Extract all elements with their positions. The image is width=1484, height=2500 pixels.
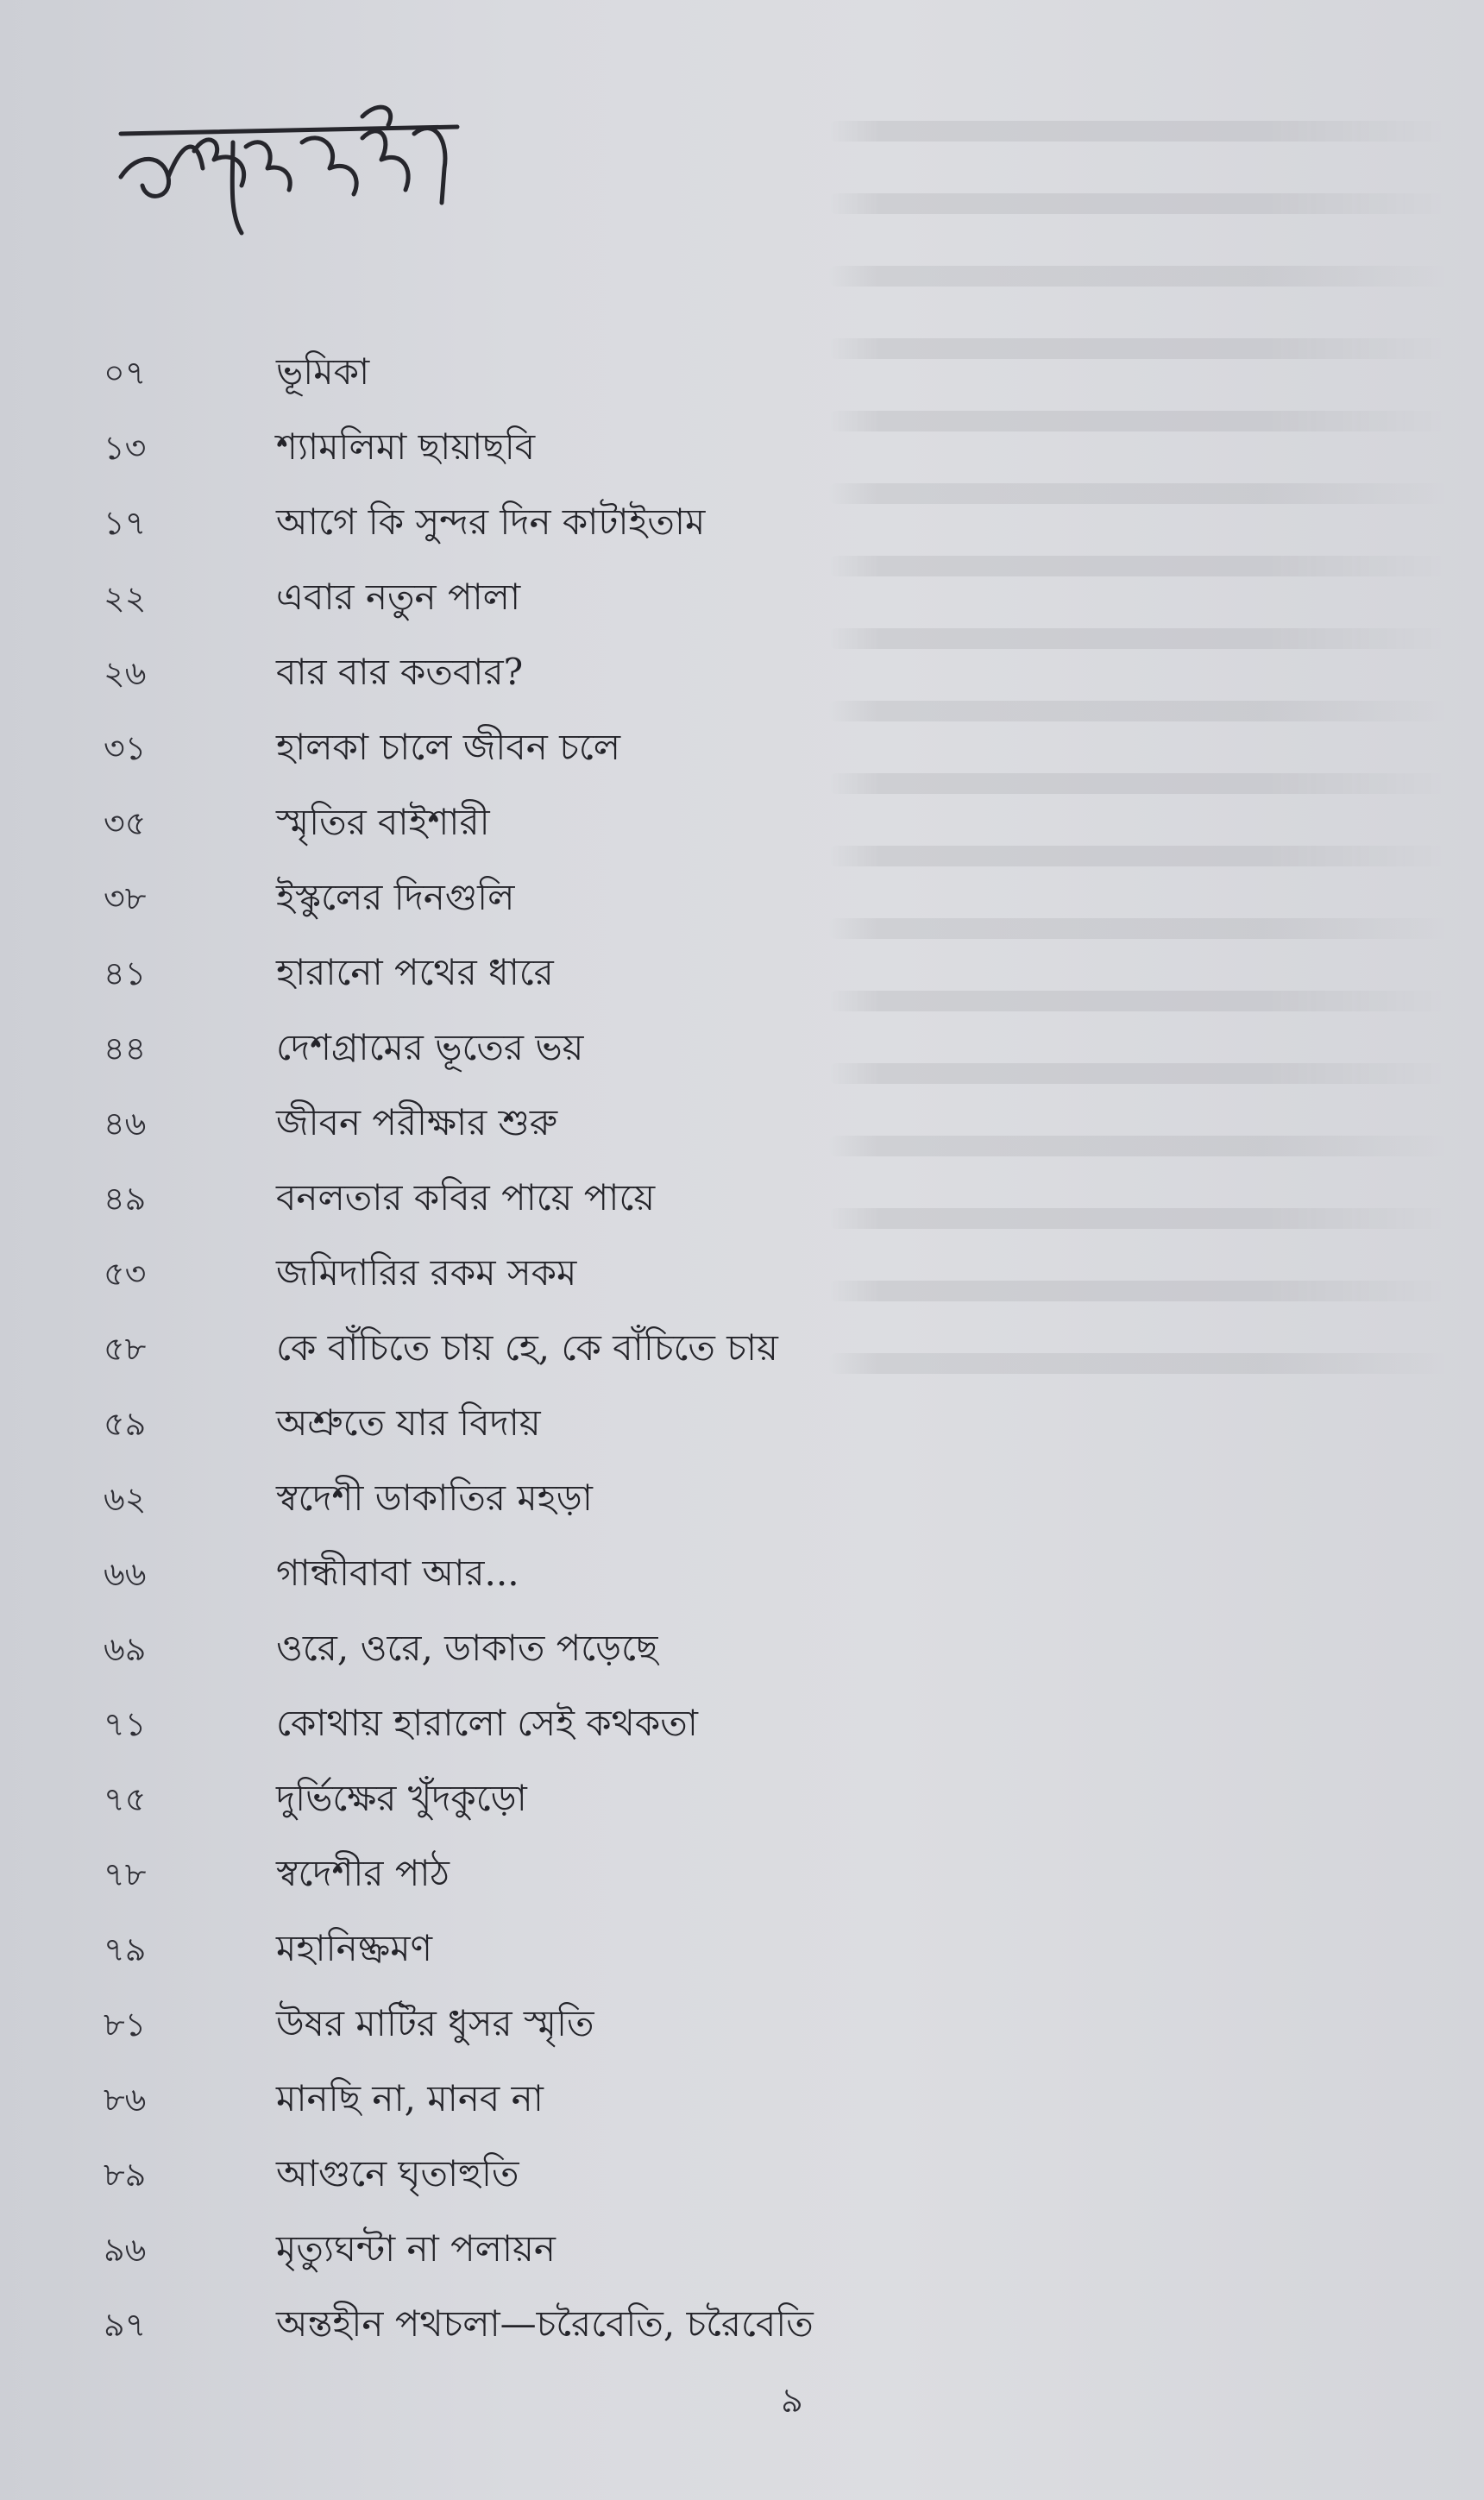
toc-chapter-title: ইস্কুলের দিনগুলি	[276, 876, 515, 918]
toc-page-number: ৮৬	[104, 2081, 147, 2119]
toc-page-number: ৪১	[104, 954, 147, 992]
toc-page-number: ১৩	[104, 429, 147, 467]
toc-entry	[104, 1695, 1053, 1770]
toc-entry	[104, 343, 1053, 419]
toc-chapter-title: মৃত্যুঘন্টা না পলায়ন	[276, 2227, 556, 2270]
toc-entry	[104, 1995, 1053, 2070]
toc-page-number: ৯৭	[104, 2306, 147, 2344]
toc-page-number: ০৭	[104, 354, 147, 392]
handwritten-title	[104, 82, 466, 246]
toc-entry	[104, 1169, 1053, 1244]
toc-entry	[104, 419, 1053, 494]
toc-page-number: ২২	[104, 579, 147, 617]
toc-chapter-title: বনলতার কবির পায়ে পায়ে	[276, 1176, 656, 1219]
handwritten-title-calligraphy	[104, 82, 466, 246]
toc-page-number: ৭৯	[104, 1930, 147, 1968]
toc-page-number: ৯৬	[104, 2231, 147, 2269]
toc-chapter-title: জমিদারির রকম সকম	[276, 1251, 577, 1294]
toc-entry	[104, 1319, 1053, 1395]
toc-entry	[104, 1395, 1053, 1470]
toc-page-number: ৩১	[104, 729, 147, 767]
toc-entry	[104, 1920, 1053, 1995]
toc-entry	[104, 494, 1053, 569]
toc-page-number: ২৬	[104, 654, 147, 692]
toc-entry	[104, 869, 1053, 944]
toc-chapter-title: হারানো পথের ধারে	[276, 951, 554, 993]
toc-page-number: ৩৫	[104, 804, 147, 842]
toc-chapter-title: আগুনে ঘৃতাহুতি	[276, 2152, 519, 2195]
toc-page-number: ৪৬	[104, 1105, 147, 1143]
toc-entry	[104, 1845, 1053, 1920]
toc-page-number: ৭৮	[104, 1855, 147, 1893]
toc-chapter-title: জীবন পরীক্ষার শুরু	[276, 1101, 558, 1143]
toc-chapter-title: মানছি না, মানব না	[276, 2077, 544, 2119]
toc-chapter-title: ভূমিকা	[276, 350, 370, 393]
toc-chapter-title: গান্ধীবাবা আর...	[276, 1552, 519, 1594]
toc-chapter-title: স্বদেশী ডাকাতির মহড়া	[276, 1477, 593, 1519]
toc-chapter-title: উষর মাটির ধুসর স্মৃতি	[276, 2002, 594, 2044]
toc-entry	[104, 1620, 1053, 1695]
toc-chapter-title: হালকা চালে জীবন চলে	[276, 726, 621, 768]
toc-entry	[104, 1545, 1053, 1620]
toc-entry	[104, 2295, 1053, 2371]
toc-entry	[104, 1244, 1053, 1319]
toc-entry	[104, 719, 1053, 794]
toc-page-number: ৮১	[104, 2006, 147, 2043]
toc-page-number: ৭১	[104, 1705, 147, 1743]
toc-entry	[104, 2070, 1053, 2145]
toc-page-number: ৬২	[104, 1480, 147, 1518]
toc-page-number: ৭৫	[104, 1780, 147, 1818]
toc-chapter-title: অন্তহীন পথচলা—চরৈবেতি, চরৈবেতি	[276, 2302, 814, 2345]
toc-page-number: ৫৮	[104, 1330, 147, 1368]
table-of-contents	[104, 343, 1053, 2371]
toc-entry	[104, 944, 1053, 1019]
toc-entry	[104, 1770, 1053, 1845]
toc-entry	[104, 569, 1053, 644]
toc-page-number: ৬৯	[104, 1630, 147, 1668]
toc-page-number: ৫৩	[104, 1255, 147, 1293]
toc-entry	[104, 644, 1053, 719]
toc-chapter-title: দেশগ্রামের ভূতের ভয়	[276, 1026, 584, 1068]
toc-page-number: ১৭	[104, 504, 147, 542]
toc-page-number: ৪৪	[104, 1030, 147, 1067]
toc-chapter-title: কে বাঁচিতে চায় হে, কে বাঁচিতে চায়	[276, 1326, 778, 1369]
toc-chapter-title: স্বদেশীর পাঠ	[276, 1852, 450, 1894]
toc-chapter-title: শ্যামলিমা ছায়াছবি	[276, 425, 536, 468]
toc-entry	[104, 2145, 1053, 2220]
toc-chapter-title: দুর্ভিক্ষের খুঁদকুড়ো	[276, 1777, 527, 1819]
toc-chapter-title: এবার নতুন পালা	[276, 576, 521, 618]
toc-page-number: ৩৮	[104, 879, 147, 917]
toc-chapter-title: অশ্রুতে যার বিদায়	[276, 1401, 541, 1444]
page-number: ৯	[781, 2381, 803, 2421]
toc-entry	[104, 1470, 1053, 1545]
toc-page-number: ৬৬	[104, 1555, 147, 1593]
toc-chapter-title: বার বার কতবার?	[276, 651, 524, 693]
toc-chapter-title: মহানিষ্ক্রমণ	[276, 1927, 432, 1969]
toc-entry	[104, 1094, 1053, 1169]
toc-page-number: ৫৯	[104, 1405, 147, 1443]
toc-chapter-title: স্মৃতির বাইশারী	[276, 801, 490, 843]
toc-page-number: ৪৯	[104, 1180, 147, 1218]
toc-entry	[104, 1019, 1053, 1094]
toc-entry	[104, 2220, 1053, 2295]
toc-chapter-title: আগে কি সুন্দর দিন কাটাইতাম	[276, 501, 706, 543]
toc-chapter-title: কোথায় হারালো সেই কথকতা	[276, 1702, 698, 1744]
toc-chapter-title: ওরে, ওরে, ডাকাত পড়েছে	[276, 1627, 658, 1669]
toc-entry	[104, 794, 1053, 869]
toc-page-number: ৮৯	[104, 2156, 147, 2194]
